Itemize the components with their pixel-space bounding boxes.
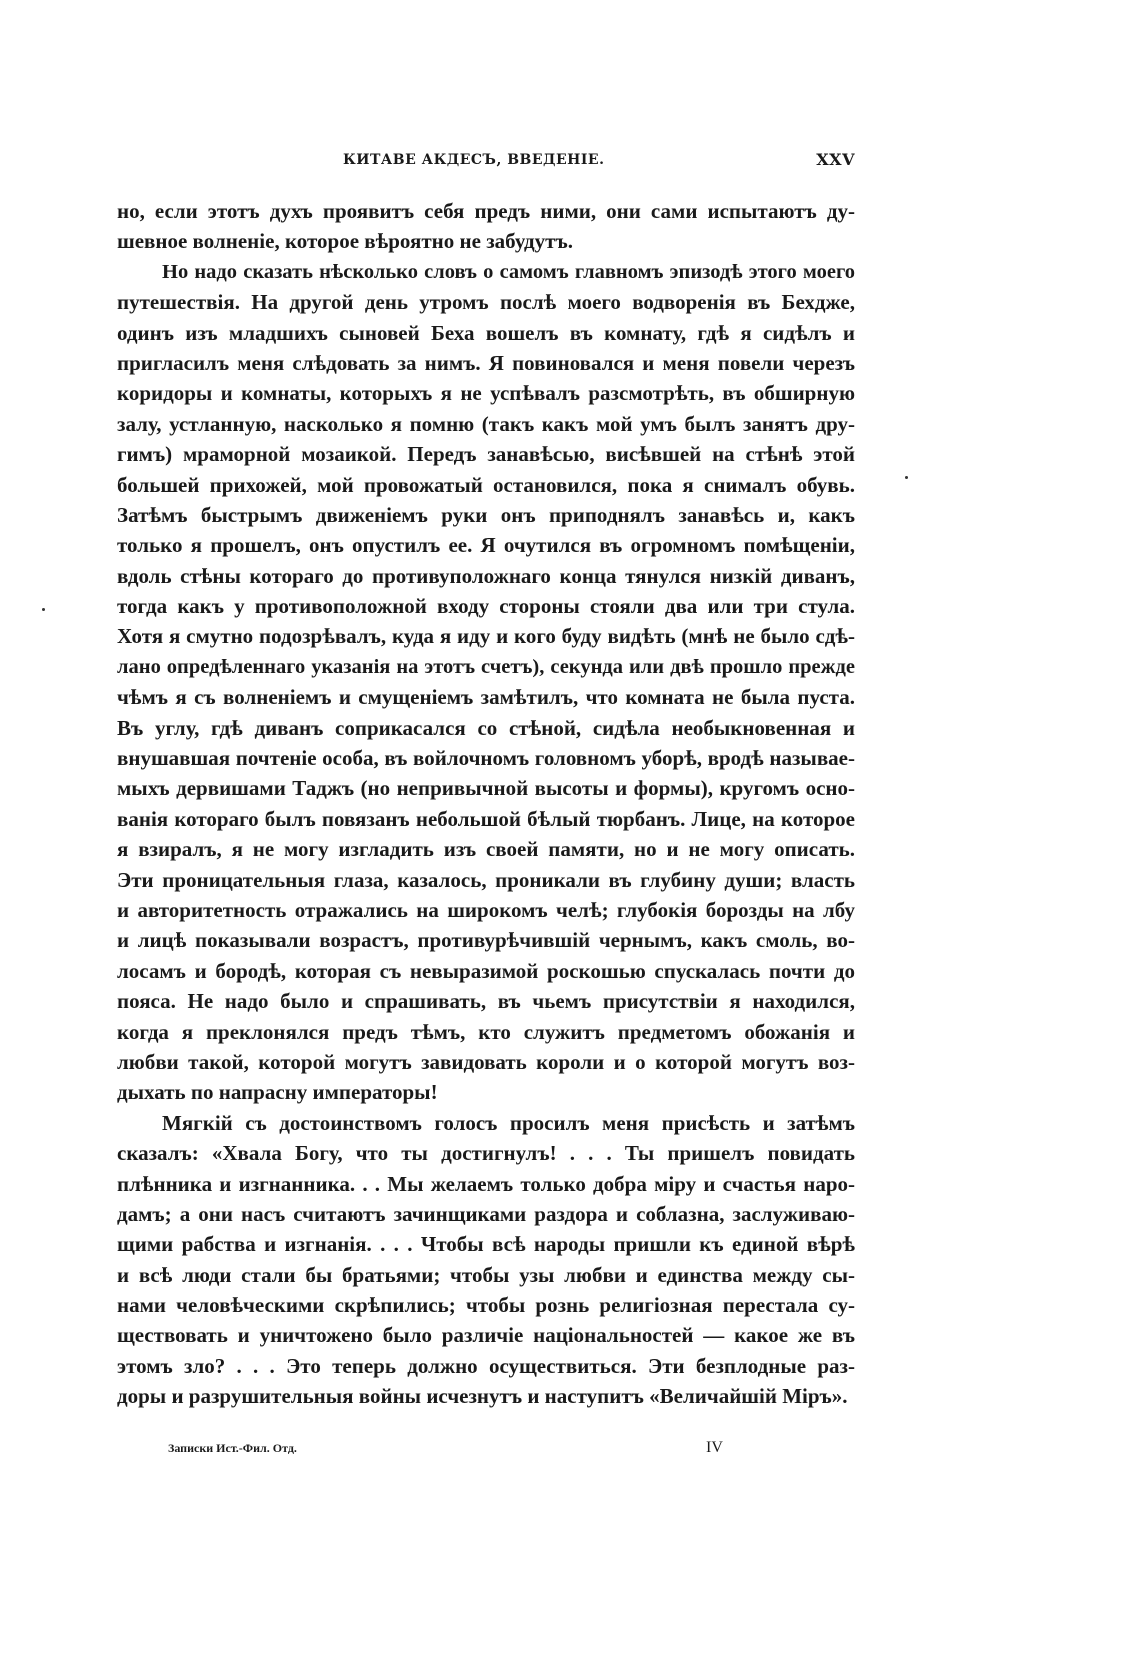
- text-line: этомъ зло? . . . Это теперь должно осуществиться. Эти безплодные раз-: [117, 1353, 855, 1378]
- text-line: внушавшая почтеніе особа, въ войлочномъ головномъ уборѣ, вродѣ называе-: [117, 746, 855, 771]
- text-line: пояса. Не надо было и спрашивать, въ чьемъ присутствіи я находился,: [117, 989, 855, 1014]
- text-line: когда я преклонялся предъ тѣмъ, кто служитъ предметомъ обожанія и: [117, 1019, 855, 1044]
- text-line: Мягкій съ достоинствомъ голосъ просилъ меня присѣсть и затѣмъ: [162, 1110, 855, 1135]
- running-head: [115, 150, 855, 174]
- text-line: Эти проницательныя глаза, казалось, проникали въ глубину души; власть: [117, 867, 855, 892]
- text-line: залу, устланную, насколько я помню (такъ какъ мой умъ былъ занятъ дру-: [117, 411, 855, 436]
- text-line: плѣнника и изгнанника. . . Мы желаемъ только добра міру и счастья наро-: [117, 1171, 855, 1196]
- paragraph: [117, 196, 855, 257]
- text-line: и авторитетность отражались на широкомъ челѣ; глубокія борозды на лбу: [117, 897, 855, 922]
- text-line: доры и разрушительныя войны исчезнутъ и наступитъ «Величайшій Міръ».: [117, 1384, 848, 1409]
- text-line: Затѣмъ быстрымъ движеніемъ руки онъ приподнялъ занавѣсь и, какъ: [117, 502, 855, 527]
- text-line: Въ углу, гдѣ диванъ соприкасался со стѣной, сидѣла необыкновенная и: [117, 715, 855, 740]
- page-number: XXV: [816, 150, 855, 169]
- text-line: лано опредѣленнаго указанія на этотъ счетъ), секунда или двѣ прошло прежде: [117, 655, 855, 678]
- print-speck: [905, 476, 908, 479]
- text-line: дыхать по напрасну императоры!: [117, 1080, 438, 1105]
- text-line: ванія котораго былъ повязанъ небольшой бѣлый тюрбанъ. Лице, на которое: [117, 806, 855, 831]
- text-line: пригласилъ меня слѣдовать за нимъ. Я повиновался и меня повели черезъ: [117, 350, 855, 375]
- running-title: КИТАВЕ АКДЕСЪ, ВВЕДЕНІЕ.: [343, 152, 605, 168]
- text-line: лосамъ и бородѣ, которая съ невыразимой роскошью спускалась почти до: [117, 958, 855, 983]
- text-line: шевное волненіе, которое вѣроятно не забудутъ.: [117, 229, 573, 254]
- text-line: ществовать и уничтожено было различіе національностей — какое же въ: [117, 1323, 855, 1348]
- text-line: сказалъ: «Хвала Богу, что ты достигнулъ! . . . Ты пришелъ повидать: [117, 1141, 855, 1166]
- text-line: одинъ изъ младшихъ сыновей Беха вошелъ въ комнату, гдѣ я сидѣлъ и: [117, 320, 855, 345]
- text-line: и лицѣ показывали возрастъ, противурѣчившій чернымъ, какъ смоль, во-: [117, 928, 855, 953]
- text-line: только я прошелъ, онъ опустилъ ее. Я очутился въ огромномъ помѣщеніи,: [117, 533, 855, 558]
- text-line: но, если этотъ духъ проявитъ себя предъ ними, они сами испытаютъ ду-: [117, 199, 855, 223]
- text-line: чѣмъ я съ волненіемъ и смущеніемъ замѣтилъ, что комната не была пуста.: [117, 685, 855, 710]
- paragraph: [117, 257, 855, 1108]
- text-line: мыхъ дервишами Таджъ (но непривычной высоты и формы), кругомъ осно-: [117, 776, 855, 801]
- text-line: вдоль стѣны котораго до противуположнаго конца тянулся низкій диванъ,: [117, 563, 855, 588]
- print-speck: [42, 608, 45, 611]
- text-line: путешествія. На другой день утромъ послѣ моего водворенія въ Бехдже,: [117, 290, 855, 315]
- page-footer: [168, 1439, 768, 1463]
- text-line: любви такой, которой могутъ завидовать короли и о которой могутъ воз-: [117, 1049, 855, 1074]
- text-line: нами человѣческими скрѣпились; чтобы рознь религіозная перестала су-: [117, 1293, 855, 1318]
- text-line: коридоры и комнаты, которыхъ я не успѣвалъ разсмотрѣть, въ обширную: [117, 381, 855, 406]
- text-line: дамъ; а они насъ считаютъ зачинщиками раздора и соблазна, заслуживаю-: [117, 1201, 855, 1226]
- text-line: и всѣ люди стали бы братьями; чтобы узы любви и единства между сы-: [117, 1262, 855, 1287]
- footer-signature: Записки Ист.-Фил. Отд.: [168, 1441, 297, 1455]
- text-line: гимъ) мраморной мозаикой. Передъ занавѣсью, висѣвшей на стѣнѣ этой: [117, 442, 855, 467]
- text-line: Хотя я смутно подозрѣвалъ, куда я иду и кого буду видѣть (мнѣ не было сдѣ-: [117, 624, 855, 649]
- body-text: [117, 196, 855, 1412]
- text-line: тогда какъ у противоположной входу стороны стояли два или три стула.: [117, 594, 855, 619]
- text-line: Но надо сказать нѣсколько словъ о самомъ главномъ эпизодѣ этого моего: [162, 260, 855, 283]
- text-line: щими рабства и изгнанія. . . . Чтобы всѣ народы пришли къ единой вѣрѣ: [117, 1232, 855, 1257]
- sheet-number: IV: [706, 1439, 723, 1456]
- text-line: большей прихожей, мой провожатый остановился, пока я снималъ обувь.: [117, 472, 855, 497]
- text-line: я взиралъ, я не могу изгладить изъ своей памяти, но и не могу описать.: [117, 837, 855, 862]
- paragraph: [117, 1108, 855, 1412]
